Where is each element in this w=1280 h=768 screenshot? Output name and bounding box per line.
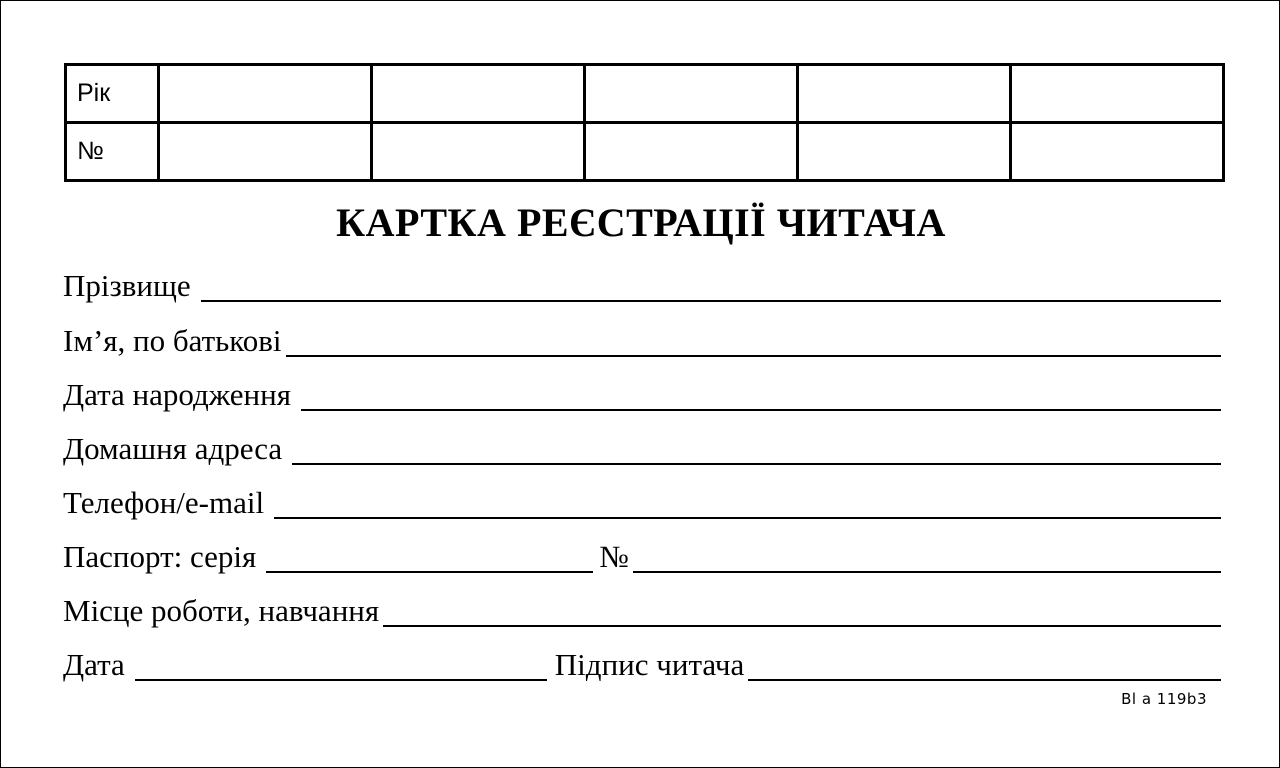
work-study-label: Місце роботи, навчання: [63, 593, 380, 628]
work-study-field[interactable]: [383, 593, 1221, 627]
year-input-3[interactable]: [586, 66, 796, 121]
year-row: [66, 65, 1224, 123]
passport-row: [63, 534, 1221, 574]
number-input-3[interactable]: [586, 124, 796, 179]
year-input-4[interactable]: [799, 66, 1009, 121]
phone-email-field[interactable]: [274, 485, 1221, 519]
year-label: Рік: [66, 65, 159, 123]
passport-number-label: №: [599, 539, 629, 574]
number-cell-4: [798, 123, 1011, 181]
surname-field[interactable]: [201, 268, 1221, 302]
year-cell-5: [1011, 65, 1224, 123]
year-cell-2: [372, 65, 585, 123]
date-field[interactable]: [135, 647, 547, 681]
home-address-field[interactable]: [292, 431, 1221, 465]
work-study-row: [63, 588, 1221, 628]
surname-row: [63, 263, 1221, 303]
year-cell-1: [159, 65, 372, 123]
date-label: Дата: [63, 647, 125, 682]
number-cell-1: [159, 123, 372, 181]
name-patronymic-label: Ім’я, по батькові: [63, 323, 282, 358]
number-input-5[interactable]: [1012, 124, 1222, 179]
name-patronymic-field[interactable]: [286, 323, 1221, 357]
passport-number-field[interactable]: [633, 539, 1221, 573]
year-cell-3: [585, 65, 798, 123]
passport-series-field[interactable]: [266, 539, 593, 573]
number-input-2[interactable]: [373, 124, 583, 179]
signature-field[interactable]: [748, 647, 1221, 681]
year-cell-4: [798, 65, 1011, 123]
year-input-1[interactable]: [160, 66, 370, 121]
date-signature-row: [63, 642, 1221, 682]
passport-series-label: Паспорт: серія: [63, 539, 257, 574]
number-cell-3: [585, 123, 798, 181]
number-cell-2: [372, 123, 585, 181]
name-patronymic-row: [63, 318, 1221, 358]
phone-email-row: [63, 480, 1221, 520]
number-input-4[interactable]: [799, 124, 1009, 179]
surname-label: Прізвище: [63, 268, 191, 303]
year-input-2[interactable]: [373, 66, 583, 121]
birth-date-label: Дата народження: [63, 377, 291, 412]
home-address-label: Домашня адреса: [63, 431, 283, 466]
form-code: Bl a 119b3: [1121, 690, 1207, 708]
birth-date-row: [63, 372, 1221, 412]
year-number-table: [64, 63, 1225, 182]
card-title: КАРТКА РЕЄСТРАЦІЇ ЧИТАЧА: [336, 200, 946, 245]
phone-email-label: Телефон/e-mail: [63, 485, 265, 520]
number-row: [66, 123, 1224, 181]
home-address-row: [63, 426, 1221, 466]
number-label: №: [66, 123, 159, 181]
birth-date-field[interactable]: [301, 377, 1221, 411]
year-input-5[interactable]: [1012, 66, 1222, 121]
number-input-1[interactable]: [160, 124, 370, 179]
signature-label: Підпис читача: [554, 647, 745, 682]
number-cell-5: [1011, 123, 1224, 181]
